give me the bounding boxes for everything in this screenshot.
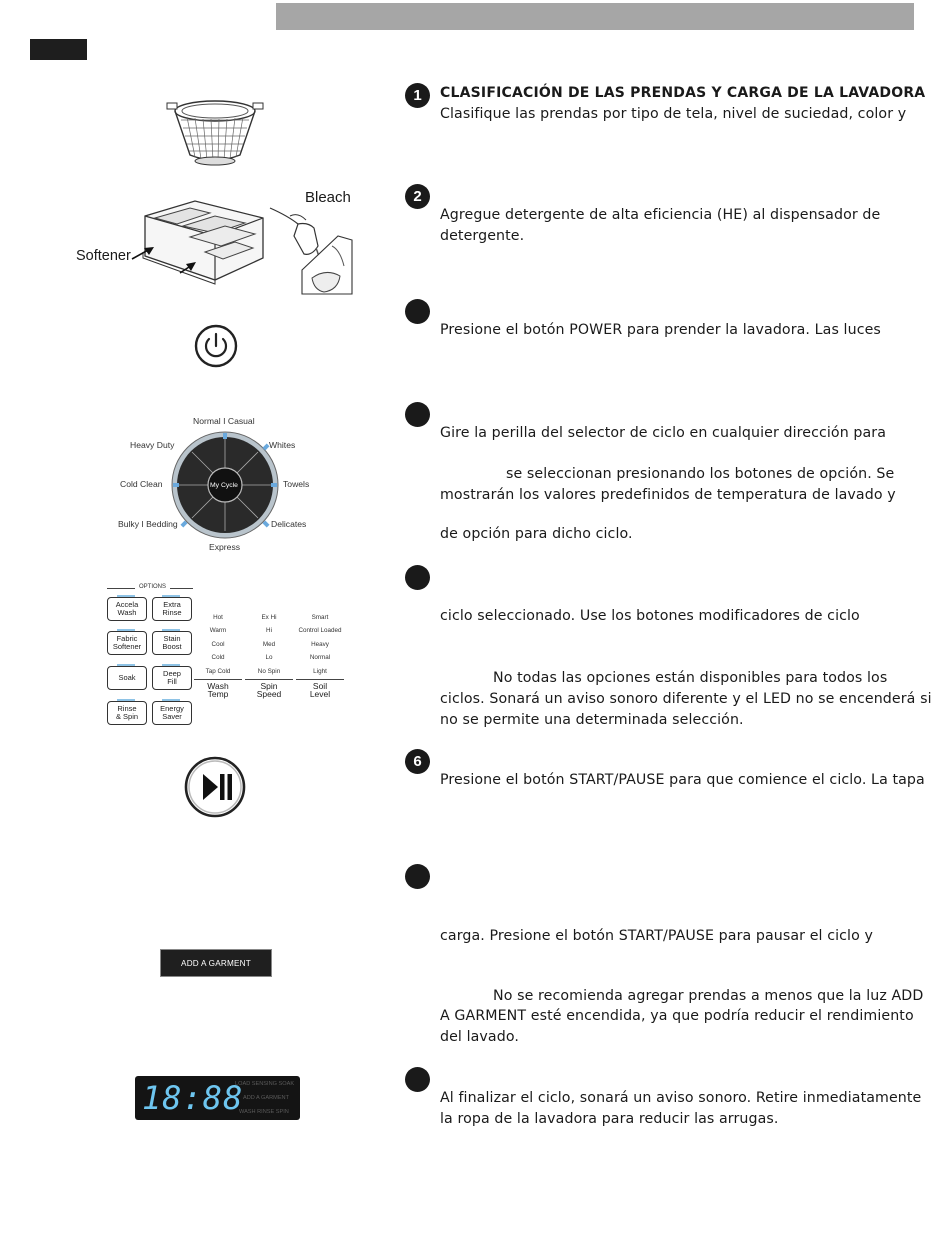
step-7-line-1: carga. Presione el botón START/PAUSE para pausar el ciclo y	[440, 928, 873, 944]
display-row-3: WASH RINSE SPIN	[239, 1109, 289, 1115]
bleach-label: Bleach	[305, 189, 351, 206]
fabric-softener-button[interactable]	[107, 631, 147, 655]
step-4-badge	[405, 402, 430, 427]
dial-label-normal: Normal I Casual	[193, 416, 255, 426]
extra-rinse-line-2: Rinse	[162, 608, 182, 617]
spin-speed-label-line-1: Spin	[260, 680, 278, 691]
add-a-garment-button: ADD A GARMENT	[160, 949, 272, 977]
header-bar	[276, 3, 914, 30]
spin-speed-column[interactable]	[245, 611, 293, 699]
spin-speed-value: No Spin	[257, 667, 281, 675]
wash-temp-column[interactable]	[194, 611, 242, 699]
step-3-line-1: Presione el botón POWER para prender la lavadora. Las luces	[440, 322, 881, 338]
wash-temp-label-line-2: Temp	[207, 689, 229, 700]
spin-speed-value: Ex Hi	[261, 614, 277, 621]
step-1-number: 1	[413, 87, 422, 104]
dial-label-heavy-duty: Heavy Duty	[130, 440, 175, 450]
wash-temp-value: Cold	[211, 654, 225, 662]
display-row-1: LOAD SENSING SOAK	[235, 1081, 295, 1087]
step-6-line-1: Presione el botón START/PAUSE para que comience el ciclo. La tapa	[440, 772, 925, 788]
soil-level-label-line-1: Soil	[312, 680, 328, 691]
wash-temp-value: Warm	[209, 627, 227, 635]
step-1-badge	[405, 83, 430, 108]
dial-label-express: Express	[209, 542, 241, 552]
spin-speed-label-line-2: Speed	[256, 689, 282, 700]
soil-level-value: Smart	[311, 614, 329, 621]
step-8-line-2: la ropa de la lavadora para reducir las arrugas.	[440, 1111, 779, 1127]
bleach-pour-icon	[268, 206, 354, 296]
extra-rinse-line-1: Extra	[163, 600, 181, 609]
wash-temp-value: Cool	[211, 640, 225, 648]
step-6-badge	[405, 749, 430, 774]
step-2-line-1: Agregue detergente de alta eficiencia (HE) al dispensador de	[440, 207, 881, 223]
accela-wash-button[interactable]	[107, 597, 147, 621]
spin-speed-value: Med	[262, 640, 276, 648]
stain-boost-button[interactable]	[152, 631, 192, 655]
step-2-number: 2	[413, 188, 422, 205]
step-4-line-1: Gire la perilla del selector de ciclo en cualquier dirección para	[440, 425, 887, 441]
wash-temp-value: Tap Cold	[205, 667, 231, 675]
step-5-line-4: no se permite una determinada selección.	[440, 712, 744, 728]
dial-label-bulky: Bulky I Bedding	[118, 519, 178, 529]
step-7-line-4: del lavado.	[440, 1029, 519, 1045]
page-tab-marker	[30, 39, 87, 60]
step-5-badge	[405, 565, 430, 590]
dial-center-label: My Cycle	[210, 482, 238, 489]
dial-label-delicates: Delicates	[271, 519, 307, 529]
step-5-line-3: ciclos. Sonará un aviso sonoro diferente y el LED no se encenderá si	[440, 691, 932, 707]
step-7-badge	[405, 864, 430, 889]
soil-level-value: Normal	[309, 654, 331, 662]
fabric-softener-line-1: Fabric	[116, 634, 138, 643]
display-digits: 18:88	[142, 1079, 244, 1117]
accela-wash-line-2: Wash	[117, 608, 137, 617]
soil-level-value: Control Loaded	[298, 627, 342, 635]
step-1-line-1: Clasifique las prendas por tipo de tela, nivel de suciedad, color y	[440, 106, 907, 122]
deep-fill-button[interactable]	[152, 666, 192, 690]
options-title: OPTIONS	[135, 584, 170, 590]
step-8-line-1: Al finalizar el ciclo, sonará un aviso sonoro. Retire inmediatamente	[440, 1090, 922, 1106]
energy-saver-line-2: Saver	[162, 712, 182, 721]
spin-speed-value: Lo	[265, 654, 273, 662]
step-3-badge	[405, 299, 430, 324]
rinse-spin-button[interactable]	[107, 701, 147, 725]
digital-display	[135, 1076, 300, 1120]
spin-speed-value: Hi	[266, 627, 272, 635]
soil-level-column[interactable]	[296, 611, 344, 699]
energy-saver-button[interactable]	[152, 701, 192, 725]
step-2-badge	[405, 184, 430, 209]
step-8-badge	[405, 1067, 430, 1092]
wash-temp-value: Hot	[213, 614, 223, 621]
wash-temp-label-line-1: Wash	[207, 680, 229, 691]
soil-level-value: Heavy	[311, 640, 329, 648]
step-4-line-2: se seleccionan presionando los botones de opción. Se	[506, 466, 895, 482]
accela-wash-line-1: Accela	[115, 600, 139, 609]
spin-speed-label	[245, 679, 293, 699]
stain-boost-line-1: Stain	[163, 634, 181, 643]
soak-label: Soak	[118, 673, 136, 682]
soil-level-value: Light	[313, 667, 327, 675]
dial-label-cold-clean: Cold Clean	[120, 479, 163, 489]
energy-saver-line-1: Energy	[160, 704, 184, 713]
step-4-line-3: mostrarán los valores predefinidos de temperatura de lavado y	[440, 487, 896, 503]
dial-label-whites: Whites	[269, 440, 296, 450]
options-panel	[105, 584, 345, 729]
deep-fill-line-1: Deep	[163, 669, 181, 678]
soil-level-label-line-2: Level	[309, 689, 331, 700]
step-5-line-1: ciclo seleccionado. Use los botones modificadores de ciclo	[440, 608, 860, 624]
power-icon	[193, 323, 239, 369]
arrow-icon	[130, 243, 205, 278]
display-row-2: ADD A GARMENT	[243, 1095, 290, 1101]
step-7-line-3: A GARMENT esté encendida, ya que podría reducir el rendimiento	[440, 1008, 914, 1024]
soak-button[interactable]	[107, 666, 147, 690]
rinse-spin-line-1: Rinse	[117, 704, 137, 713]
step-2-line-2: detergente.	[440, 228, 525, 244]
step-6-number: 6	[413, 753, 422, 770]
laundry-basket-icon	[165, 95, 265, 169]
wash-temp-label	[194, 679, 242, 699]
step-5-line-2: No todas las opciones están disponibles para todos los	[493, 670, 888, 686]
dial-label-towels: Towels	[283, 479, 310, 489]
step-4-line-4: de opción para dicho ciclo.	[440, 526, 633, 542]
start-pause-icon	[183, 755, 247, 819]
extra-rinse-button[interactable]	[152, 597, 192, 621]
fabric-softener-line-2: Softener	[112, 642, 142, 651]
rinse-spin-line-2: & Spin	[115, 712, 139, 721]
step-1-heading: CLASIFICACIÓN DE LAS PRENDAS Y CARGA DE LA LAVADORA	[440, 85, 926, 101]
deep-fill-line-2: Fill	[167, 677, 177, 686]
soil-level-label	[296, 679, 344, 699]
stain-boost-line-2: Boost	[162, 642, 182, 651]
step-7-line-2: No se recomienda agregar prendas a menos que la luz ADD	[493, 988, 924, 1004]
softener-label: Softener	[76, 248, 131, 264]
